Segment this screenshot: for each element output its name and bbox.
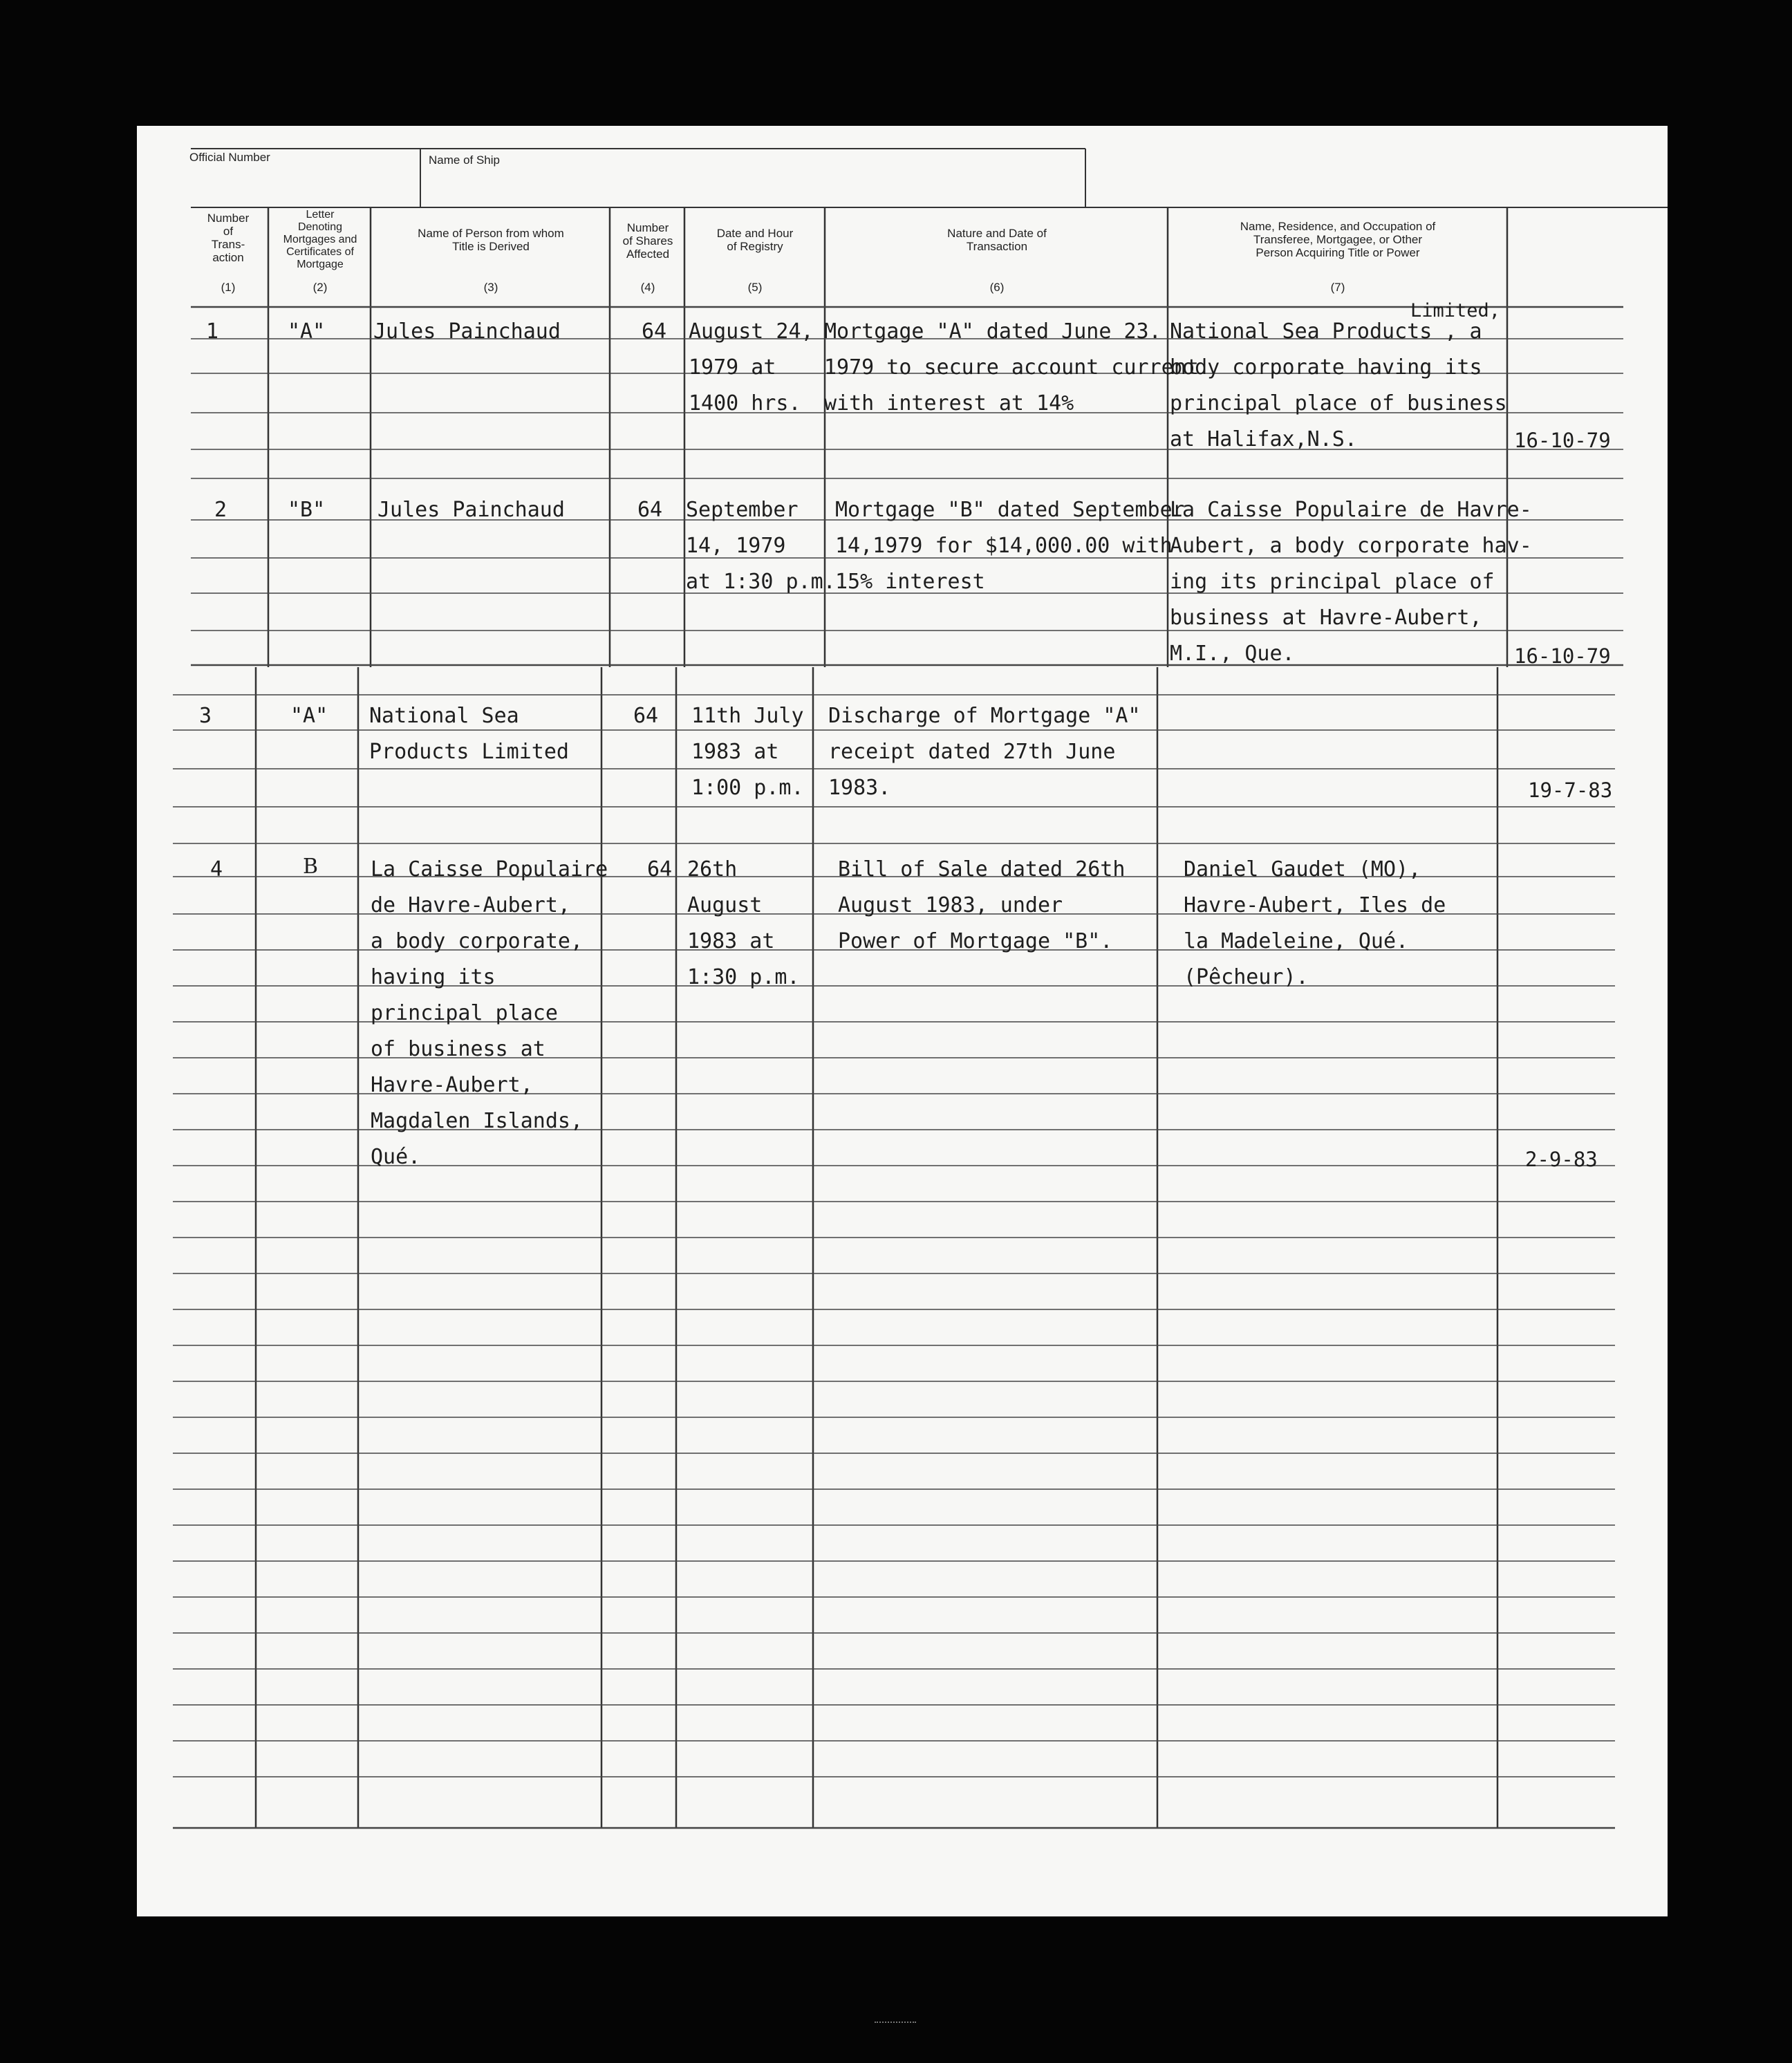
entry-3-transaction: Discharge of Mortgage "A" receipt dated 27th June 1983. xyxy=(828,704,1141,800)
entry-4-shares: 64 xyxy=(647,857,673,881)
column-number-1: (1) xyxy=(221,281,236,294)
entry-1-transaction: Mortgage "A" dated June 23. 1979 to secure account current with interest at 14% xyxy=(824,319,1199,416)
entry-3-shares: 64 xyxy=(633,704,659,728)
column-header-transaction-number: Number of Trans- action xyxy=(207,212,250,264)
entry-1-initials: 16-10-79 xyxy=(1514,429,1611,452)
entry-2-letter: "B" xyxy=(288,498,326,522)
column-number-4: (4) xyxy=(640,281,655,294)
entry-1-number: 1 xyxy=(206,319,219,344)
entry-2-initials: 16-10-79 xyxy=(1514,644,1611,668)
entry-1-transferee-note: Limited, xyxy=(1410,300,1501,321)
entry-2-transferee: La Caisse Populaire de Havre- Aubert, a body corporate hav- ing its principal place of business at Havre-Aubert, M.I., Que. xyxy=(1170,498,1532,666)
entry-2-number: 2 xyxy=(214,498,227,522)
entry-1-title-from: Jules Painchaud xyxy=(373,319,561,344)
entry-4-letter: B xyxy=(303,855,319,879)
entry-1-letter: "A" xyxy=(288,319,326,344)
name-of-ship-label: Name of Ship xyxy=(429,153,500,167)
entry-2-shares: 64 xyxy=(637,498,663,522)
entry-4-title-from: La Caisse Populaire de Havre-Aubert, a body corporate, having its principal place of business at Havre-Aubert, Magdalen Islands, Qué. xyxy=(371,857,608,1169)
column-number-7: (7) xyxy=(1330,281,1345,294)
column-header-transferee: Name, Residence, and Occupation of Transferee, Mortgagee, or Other Person Acquiring Title or Power xyxy=(1240,220,1436,259)
entry-4-transferee: Daniel Gaudet (MO), Havre-Aubert, Iles de la Madeleine, Qué. (Pêcheur). xyxy=(1184,857,1446,989)
entry-2-title-from: Jules Painchaud xyxy=(377,498,565,522)
entry-3-initials: 19-7-83 xyxy=(1528,778,1613,802)
entry-2-registry-date: September 14, 1979 at 1:30 p.m. xyxy=(686,498,836,594)
column-number-5: (5) xyxy=(747,281,763,294)
column-header-transaction-nature: Nature and Date of Transaction xyxy=(947,227,1047,253)
column-header-shares-affected: Number of Shares Affected xyxy=(622,221,673,261)
entry-1-transferee: National Sea Products , a body corporate having its principal place of business at Halifax,N.S. xyxy=(1170,319,1507,451)
entry-3-registry-date: 11th July 1983 at 1:00 p.m. xyxy=(691,704,804,800)
film-edge-mark xyxy=(875,2022,916,2026)
entry-1-registry-date: August 24, 1979 at 1400 hrs. xyxy=(689,319,814,416)
column-header-title-derived-from: Name of Person from whom Title is Derived xyxy=(418,227,564,253)
entry-4-initials: 2-9-83 xyxy=(1525,1148,1598,1171)
entry-4-registry-date: 26th August 1983 at 1:30 p.m. xyxy=(687,857,800,989)
column-number-6: (6) xyxy=(989,281,1005,294)
entry-1-shares: 64 xyxy=(642,319,667,344)
official-number-label: Official Number xyxy=(189,151,270,164)
column-header-registry-date: Date and Hour of Registry xyxy=(716,227,794,253)
entry-2-transaction: Mortgage "B" dated September 14,1979 for $14,000.00 with 15% interest xyxy=(835,498,1185,594)
column-number-2: (2) xyxy=(312,281,328,294)
entry-3-letter: "A" xyxy=(290,704,328,728)
entry-3-number: 3 xyxy=(199,704,212,728)
column-number-3: (3) xyxy=(483,281,498,294)
entry-4-transaction: Bill of Sale dated 26th August 1983, under Power of Mortgage "B". xyxy=(838,857,1126,953)
entry-3-title-from: National Sea Products Limited xyxy=(369,704,569,764)
column-header-mortgage-letter: Letter Denoting Mortgages and Certificates of Mortgage xyxy=(283,209,357,270)
register-page xyxy=(137,126,1668,1916)
entry-4-number: 4 xyxy=(210,857,223,881)
